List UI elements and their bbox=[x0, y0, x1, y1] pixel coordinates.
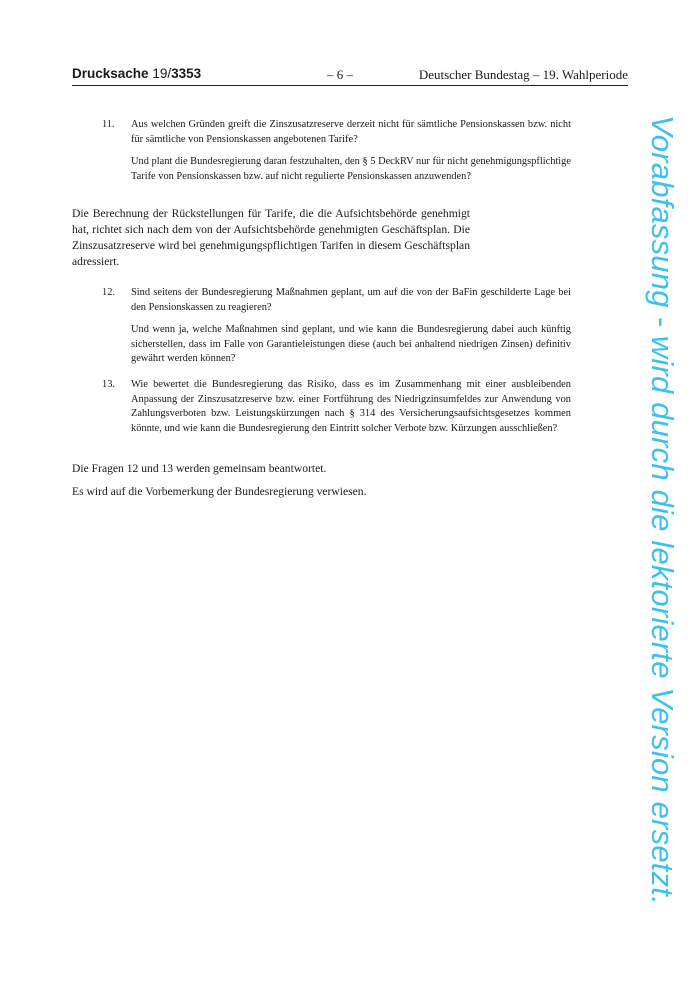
page-number: – 6 – bbox=[327, 67, 353, 82]
question-paragraph: Aus welchen Gründen greift die Zinszusatzreserve derzeit nicht für sämtliche Pensionskassen bzw. nicht für sämtliche von Pensionskassen angebotenen Tarife? bbox=[131, 119, 571, 145]
answer-12-13 bbox=[72, 461, 470, 500]
question-number: 11. bbox=[102, 119, 115, 130]
question-paragraph: Und wenn ja, welche Maßnahmen sind geplant, und wie kann die Bundesregierung dabei auch künftig sicherstellen, dass im Falle von Garantieleistungen diese (auch bei anhaltend niedrigen Zinsen) definitiv gewährt werden können? bbox=[131, 324, 571, 364]
question-body bbox=[131, 118, 571, 184]
answer-11 bbox=[72, 206, 470, 270]
page-header bbox=[72, 66, 628, 86]
question-body bbox=[131, 286, 571, 367]
answer-paragraph: Die Berechnung der Rückstellungen für Tarife, die die Aufsichtsbehörde genehmigt hat, richtet sich nach dem von der Aufsichtsbehörde genehmigten Geschäftsplan. Die Zinszusatzreserve wird bei genehmigungspflichtigen Tarifen in diesem Geschäftsplan adressiert. bbox=[72, 207, 470, 268]
header-rule bbox=[72, 85, 628, 86]
question-paragraph: Und plant die Bundesregierung daran festzuhalten, den § 5 DeckRV nur für nicht genehmigungspflichtige Tarife von Pensionskassen bzw. auf nicht regulierte Pensionskassen anzuwenden? bbox=[131, 156, 571, 182]
parliament-session: Deutscher Bundestag – 19. Wahlperiode bbox=[418, 67, 628, 82]
question-number: 12. bbox=[102, 287, 115, 298]
question-paragraph: Sind seitens der Bundesregierung Maßnahmen geplant, um auf die von der BaFin geschilderte Lage bei den Pensionskassen zu reagieren? bbox=[131, 287, 571, 313]
question-number: 13. bbox=[102, 379, 115, 390]
document-number: Drucksache 19/3353 bbox=[72, 66, 202, 81]
question-paragraph: Wie bewertet die Bundesregierung das Risiko, dass es im Zusammenhang mit einer ausbleibenden Anpassung der Zinszusatzreserve bzw. einer Fortführung des Niedrigzinsumfeldes zur Anwendung von Zahlungsverboten bzw. Leistungskürzungen nach § 314 des Versicherungsaufsichtsgesetzes kommen könnte, und wie kann die Bundesregierung den Eintritt solcher Verbote bzw. Kürzungen ausschließen? bbox=[131, 379, 571, 434]
answer-paragraph: Es wird auf die Vorbemerkung der Bundesregierung verwiesen. bbox=[72, 485, 367, 498]
answer-paragraph: Die Fragen 12 und 13 werden gemeinsam beantwortet. bbox=[72, 462, 327, 475]
question-body bbox=[131, 378, 571, 436]
watermark-text: Vorabfassung - wird durch die lektorierte Version ersetzt. bbox=[645, 115, 680, 905]
